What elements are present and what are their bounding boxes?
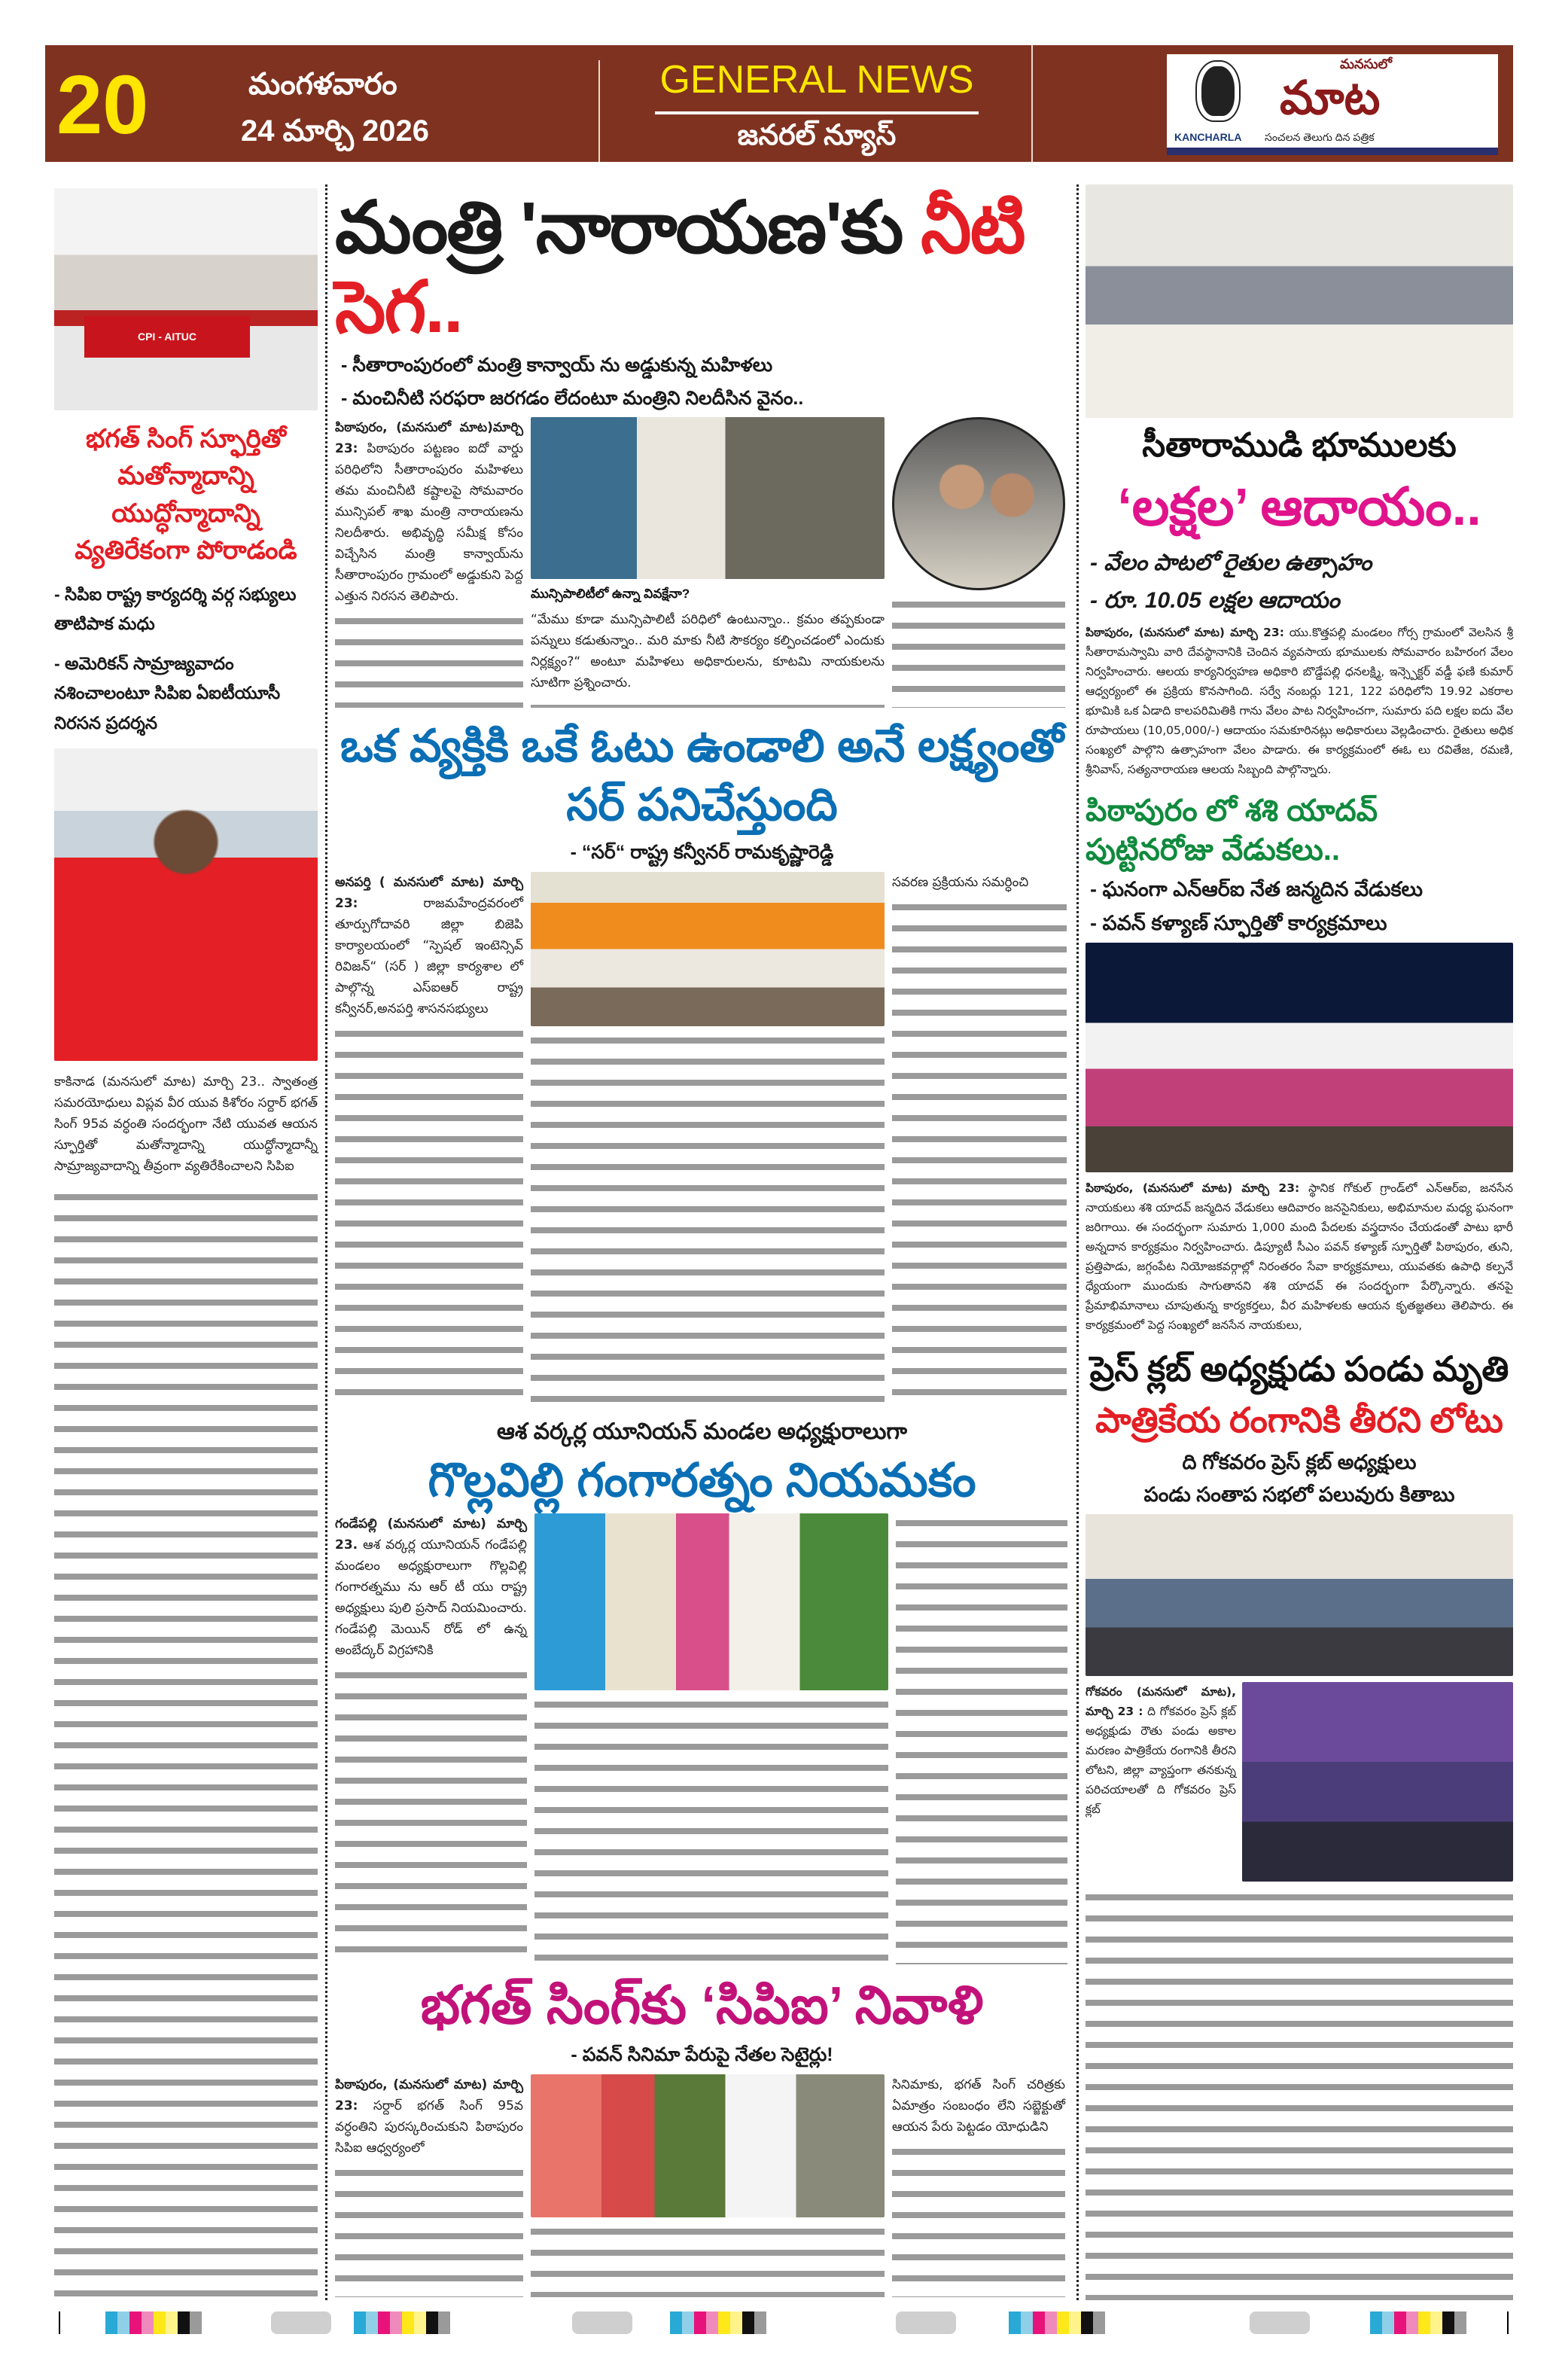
column-divider: [1076, 184, 1079, 2300]
asha-body-row: [335, 1513, 1069, 1964]
temple-subhead: - రూ. 10.05 లక్షల ఆదాయం: [1090, 588, 1340, 614]
dateline: పిఠాపురం, (మనసులో మాట)మార్చి 23:: [335, 420, 523, 457]
body-text: రాజమహేంద్రవరంలో తూర్పుగోదావరి జిల్లా బిజెపి కార్యాలయంలో “స్పెషల్ ఇంటెన్సివ్ రివిజన్“ (సర్ ) జిల్లా కార్యశాల లో పాల్గొన్న ఎస్ఐఆర్ రాష్ట్ర కన్వీనర్,అనపర్తి శాసనసభ్యులు: [335, 895, 523, 1016]
asha-article-body: [335, 1513, 527, 1661]
dateline: పిఠాపురం, (మనసులో మాట) మార్చి 23:: [335, 2077, 523, 2113]
protest-photo: [54, 188, 318, 410]
press-club-photo-1: [1086, 1514, 1513, 1676]
color-swatch: [154, 2311, 166, 2334]
newspaper-logo: [1167, 54, 1498, 155]
logo-tagline: సంచలన తెలుగు దిన పత్రిక: [1265, 131, 1375, 143]
bhagat-subhead: - పవన్ సినిమా పేరుపై నేతల సెటైర్లు!: [571, 2044, 833, 2065]
left-subhead: - అమెరికన్ సామ్రాజ్యవాదం నశించాలంటూ సిపిఐ ఏఐటీయూసీ నిరసన ప్రదర్శన: [54, 654, 281, 733]
main-headline: [335, 188, 1069, 347]
color-swatch: [1418, 2311, 1430, 2334]
continued-text-lines: [892, 897, 1067, 1406]
temple-subhead: - వేలం పాటలో రైతుల ఉత్సాహం: [1090, 550, 1372, 576]
weekday: మంగళవారం: [248, 68, 397, 101]
sir-article: [335, 717, 1069, 1406]
main-headline-red: నీటి సెగ..: [335, 187, 1025, 348]
narayana-article: [335, 188, 1069, 708]
main-article-body-2: “మేము కూడా మున్సిపాలిటీ పరిధిలో ఉంటున్నాం.. క్రమం తప్పకుండా పన్నులు కడుతున్నాం.. మరి మాకు నీటి సౌకర్యం కల్పించడంలో ఎందుకు నిర్లక్ష్యం?“ అంటూ మహిళలు అధికారులను, కూటమి నాయకులను సూటిగా ప్రశ్నించారు.: [531, 612, 885, 691]
continued-text-lines: [896, 1513, 1067, 1964]
birthday-headline: పిఠాపురం లో శశి యాదవ్ పుట్టినరోజు వేడుకలు..: [1086, 794, 1378, 867]
continued-text-lines: [335, 2163, 523, 2298]
asha-article: [335, 1415, 1069, 1964]
temple-headline-1: సీతారాముడి భూములకు: [1142, 427, 1457, 464]
color-swatch: [142, 2311, 154, 2334]
color-swatch: [105, 2311, 117, 2334]
narayana-body-row: [335, 417, 1069, 708]
dateline: పిఠాపురం, (మనసులో మాట) మార్చి 23:: [1086, 626, 1284, 640]
press-subhead: పండు సంతాప సభలో పలువురు కితాబు: [1143, 1483, 1455, 1506]
color-swatch: [414, 2311, 426, 2334]
press-club-photo-2: [1242, 1682, 1513, 1882]
logo-bar: [1167, 148, 1498, 155]
dateline: గండేపల్లి (మనసులో మాట) మార్చి 23.: [335, 1516, 527, 1553]
color-swatch: [354, 2311, 366, 2334]
main-crosshead: మున్సిపాలిటీలో ఉన్నా వివక్షేనా?: [531, 587, 690, 602]
color-swatch: [1370, 2311, 1382, 2334]
color-swatch: [166, 2311, 178, 2334]
birthday-subhead: - పవన్ కళ్యాణ్ స్ఫూర్తితో కార్యక్రమాలు: [1090, 911, 1387, 934]
color-swatch: [1033, 2311, 1045, 2334]
left-headline: భగత్ సింగ్ స్ఫూర్తితో మతోన్మాదాన్ని యుద్ధోన్మాదాన్ని వ్యతిరేకంగా పోరాడండి: [75, 425, 297, 565]
color-swatch: [1454, 2311, 1466, 2334]
dateline: గోకవరం (మనసులో మాట), మార్చి 23 :: [1086, 1684, 1236, 1718]
dateline: పిఠాపురం, (మనసులో మాట) మార్చి 23:: [1086, 1181, 1300, 1196]
continued-text-lines: [335, 1024, 523, 1406]
color-swatch: [706, 2311, 718, 2334]
color-swatch: [390, 2311, 402, 2334]
section-rule: [655, 111, 979, 114]
body-text: ది గోకవరం ప్రెస్ క్లబ్ అధ్యక్షుడు రౌతు పండు అకాల మరణం పాత్రికేయ రంగానికి తీరని లోటని, జిల్లా వ్యాప్తంగా తనకున్న పరిచయాలతో ది గోకవరం ప్రెస్ క్లబ్: [1086, 1704, 1236, 1816]
column-divider: [325, 184, 327, 2300]
press-headline-1: ప్రెస్ క్లబ్ అధ్యక్షుడు పండు మృతి: [1089, 1350, 1509, 1389]
continued-text-lines: [54, 1187, 318, 2300]
body-text: యు.కొత్తపల్లి మండలం గోర్స గ్రామంలో వెలసిన శ్రీ సీతారామస్వామి వారి దేవస్థానానికి చెందిన వ్యవసాయ భూములకు సోమవారం బహిరంగ వేలం నిర్వహించారు. ఆలయ కార్యనిర్వహణ అధికారి బొడ్డేపల్లి ధనలక్ష్మి, ఇన్స్పెక్టర్ వడ్డీ ఫణి కుమార్ ఆధ్వర్యంలో ఈ ప్రక్రియ కొనసాగింది. సర్వే నంబర్లు 121, 122 పరిధిలోని 19.92 ఎకరాల భూమికి ఒక ఏడాది కాలపరిమితికి గాను వేలం పాట నిర్వహించగా, సుమారు పది లక్షల ఐదు వేల రూపాయలు (10,05,000/-) ఆదాయం సమకూరినట్లు అధికారులు వెల్లడించారు. రైతులు అధిక సంఖ్యలో పాల్గొని ఉత్సాహంగా వేలం పాడారు. ఈ కార్యక్రమంలో ఈఓ లు రవితేజ, రమణి, శ్రీనివాస్, సత్యనారాయణ ఆలయ సిబ్బంది పాల్గొన్నారు.: [1086, 626, 1513, 777]
masthead-divider: [1031, 45, 1033, 162]
left-subhead: - సిపిఐ రాష్ట్ర కార్యదర్శి వర్గ సభ్యులు తాటిపాక మధు: [54, 584, 297, 634]
color-swatch: [402, 2311, 414, 2334]
page-number: 20: [56, 59, 149, 151]
main-article-body: [335, 417, 523, 607]
color-swatch: [742, 2311, 754, 2334]
color-swatch: [378, 2311, 390, 2334]
press-article-body: [1086, 1682, 1236, 1882]
logo-brand: KANCHARLA: [1174, 131, 1242, 143]
gray-patch: [572, 2311, 632, 2334]
issue-date: 24 మార్చి 2026: [241, 114, 430, 148]
asha-kicker: ఆశ వర్కర్ల యూనియన్ మండల అధ్యక్షురాలుగా: [496, 1419, 908, 1444]
color-swatch: [694, 2311, 706, 2334]
convoy-photo: [531, 417, 885, 579]
sir-subhead: - “సర్“ రాష్ట్ర కన్వీనర్ రామకృష్ణారెడ్డి: [570, 842, 834, 863]
continued-text-lines: [892, 2142, 1065, 2298]
continued-text-lines: [1086, 1888, 1513, 2300]
body-text: పిఠాపురం పట్టణం ఐదో వార్డు పరిధిలోని సీతారాంపురం మహిళలు తమ మంచినీటి కష్టాలపై సోమవారం మున్సిపల్ శాఖ మంత్రి నారాయణను నిలదీశారు. అభివృద్ధి సమీక్ష కోసం విచ్చేసిన మంత్రి కాన్వాయ్‌ను సీతారాంపురం గ్రామంలో అడ్డుకుని పెద్ద ఎత్తున నిరసన తెలిపారు.: [335, 441, 524, 605]
birthday-article-body: [1086, 1178, 1513, 1335]
logo-small-text: మనసులో: [1340, 56, 1393, 72]
gray-patch: [271, 2311, 331, 2334]
sir-headline: ఒక వ్యక్తికి ఒకే ఓటు ఉండాలి అనే లక్ష్యంతో సర్ పనిచేస్తుంది: [340, 721, 1064, 830]
color-swatch: [1430, 2311, 1442, 2334]
color-swatch: [1093, 2311, 1105, 2334]
temple-headline-2: ‘లక్షల’ ఆదాయం..: [1117, 477, 1481, 537]
continued-text-lines: [531, 698, 885, 708]
sir-meeting-photo: [531, 872, 885, 1026]
color-swatch: [718, 2311, 730, 2334]
bhagat-tribute-photo: [531, 2074, 885, 2217]
bhagat-article: [335, 1973, 1069, 2297]
color-swatch: [1442, 2311, 1454, 2334]
sir-article-right: సవరణ ప్రక్రియను సమర్ధించి: [892, 874, 1029, 890]
color-swatch: [1382, 2311, 1394, 2334]
sir-article-body: [335, 872, 523, 1019]
continued-text-lines: [335, 611, 523, 708]
press-headline-2: పాత్రికేయ రంగానికి తీరని లోటు: [1095, 1400, 1503, 1440]
gray-patch: [1250, 2311, 1310, 2334]
middle-column: [335, 188, 1069, 2300]
section-title-en: GENERAL NEWS: [659, 58, 974, 102]
color-swatch: [438, 2311, 450, 2334]
main-subhead: - మంచినీటి సరఫరా జరగడం లేదంటూ మంత్రిని నిలదీసిన వైనం..: [341, 387, 804, 409]
dateline: అనపర్తి ( మనసులో మాట) మార్చి 23:: [335, 874, 523, 911]
bhagat-body-row: [335, 2074, 1069, 2298]
continued-text-lines: [335, 1665, 527, 1964]
bhagat-article-right: సినిమాకు, భగత్ సింగ్ చరిత్రకు ఏమాత్రం సంబంధం లేని సబ్జెక్టుతో ఆయన పేరు పెట్టడం యోధుడిని: [892, 2077, 1065, 2135]
main-subhead: - సీతారాంపురంలో మంత్రి కాన్వాయ్ ను అడ్డుకున్న మహిళలు: [341, 355, 773, 376]
color-swatch: [1069, 2311, 1081, 2334]
color-swatch: [1081, 2311, 1093, 2334]
color-swatch: [366, 2311, 378, 2334]
asha-appointment-photo: [534, 1513, 888, 1690]
color-swatch: [682, 2311, 694, 2334]
crop-mark: [59, 2311, 60, 2334]
color-swatch: [1045, 2311, 1057, 2334]
crop-mark: [1507, 2311, 1509, 2334]
color-swatch: [1021, 2311, 1033, 2334]
body-text: సర్దార్ భగత్ సింగ్ 95వ వర్ధంతిని పురస్కరించుకుని పిఠాపురం సిపిఐ ఆధ్వర్యంలో: [335, 2098, 524, 2156]
color-swatch: [1394, 2311, 1406, 2334]
continued-text-lines: [892, 595, 1065, 708]
left-column: [54, 188, 318, 2300]
color-swatch: [426, 2311, 438, 2334]
bhagat-article-body: [335, 2074, 523, 2159]
minister-circle-photo: [892, 417, 1065, 590]
masthead-divider: [598, 60, 600, 162]
press-subhead: ది గోకవరం ప్రెస్ క్లబ్ అధ్యక్షులు: [1182, 1450, 1417, 1473]
press-body-row: [1086, 1682, 1513, 1882]
color-swatch: [178, 2311, 190, 2334]
birthday-subhead: - ఘనంగా ఎన్ఆర్ఐ నేత జన్మదిన వేడుకలు: [1090, 878, 1424, 901]
color-swatch: [190, 2311, 202, 2334]
temple-auction-photo: [1086, 184, 1513, 418]
color-swatch: [730, 2311, 742, 2334]
color-swatch: [117, 2311, 129, 2334]
founder-portrait-icon: [1197, 62, 1239, 120]
main-headline-black: మంత్రి 'నారాయణ'కు: [335, 187, 903, 268]
print-color-bars: [45, 2311, 1521, 2337]
protest-banner: CPI - AITUC: [84, 316, 250, 358]
asha-headline: గొల్లవిల్లి గంగారత్నం నియమకం: [428, 1455, 976, 1507]
section-title-te: జనరల్ న్యూస్: [737, 120, 897, 151]
color-swatch: [1057, 2311, 1069, 2334]
temple-article-body: [1086, 623, 1513, 779]
bhagat-headline: భగత్ సింగ్‌కు ‘సిపిఐ’ నివాళి: [420, 1976, 984, 2034]
body-text: స్థానిక గోకుల్ గ్రాండ్‌లో ఎన్ఆర్ఐ, జనసేన నాయకులు శశి యాదవ్ జన్మదిన వేడుకలు ఆదివారం జనసైనికులు, అభిమానుల మధ్య ఘనంగా జరిగాయి. ఈ సందర్భంగా సుమారు 1,000 మంది పేదలకు వస్త్రదానం చేయడంతో పాటు భారీ అన్నదాన కార్యక్రమం నిర్వహించారు. డిప్యూటీ సీఎం పవన్ కళ్యాణ్ స్ఫూర్తితో పిఠాపురం, తుని, ప్రత్తిపాడు, జగ్గంపేట నియోజకవర్గాల్లో నిరంతరం సేవా కార్యక్రమాలు, యువతకు ఉపాధి కల్పనే ధ్యేయంగా ముందుకు సాగుతానని శశి యాదవ్ ఈ సందర్భంగా పేర్కొన్నారు. తనపై ప్రేమాభిమానాలు చూపుతున్న కార్యకర్తలు, వీర మహిళలకు ఆయన కృతజ్ఞతలు తెలిపారు. ఈ కార్యక్రమంలో పెద్ద సంఖ్యలో జనసేన నాయకులు,: [1086, 1181, 1513, 1333]
cpi-leader-photo: [54, 748, 318, 1061]
continued-text-lines: [534, 1695, 888, 1964]
left-article-body: కాకినాడ (మనసులో మాట) మార్చి 23.. స్వాతంత్ర సమరయోధులు విప్లవ వీర యువ కిశోరం సర్దార్ భగత్ సింగ్ 95వ వర్ధంతి సందర్భంగా నేటి యువత ఆయన స్ఫూర్తితో మతోన్మాదాన్ని యుద్ధోన్మాదాన్నీ సామ్రాజ్యవాదాన్ని తీవ్రంగా వ్యతిరేకించాలని సిపిఐ: [54, 1074, 318, 1174]
sir-body-row: [335, 872, 1069, 1406]
color-swatch: [129, 2311, 142, 2334]
color-swatch: [754, 2311, 766, 2334]
logo-main-text: మాట: [1280, 73, 1381, 124]
continued-text-lines: [531, 1031, 885, 1406]
continued-text-lines: [531, 2222, 885, 2298]
birthday-photo: [1086, 943, 1513, 1172]
gray-patch: [896, 2311, 956, 2334]
color-swatch: [1406, 2311, 1418, 2334]
color-swatch: [1009, 2311, 1021, 2334]
body-text: ఆశ వర్కర్ల యూనియన్ గండేపల్లి మండలం అధ్యక్షురాలుగా గొల్లవిల్లి గంగారత్నము ను ఆర్ టీ యు రాష్ట్ర అధ్యక్షులు పులి ప్రసాద్ నియమించారు. గండేపల్లి మెయిన్ రోడ్ లో ఉన్న అంబేద్కర్ విగ్రహానికి: [335, 1537, 527, 1659]
color-swatch: [670, 2311, 682, 2334]
right-column: [1086, 184, 1513, 2300]
